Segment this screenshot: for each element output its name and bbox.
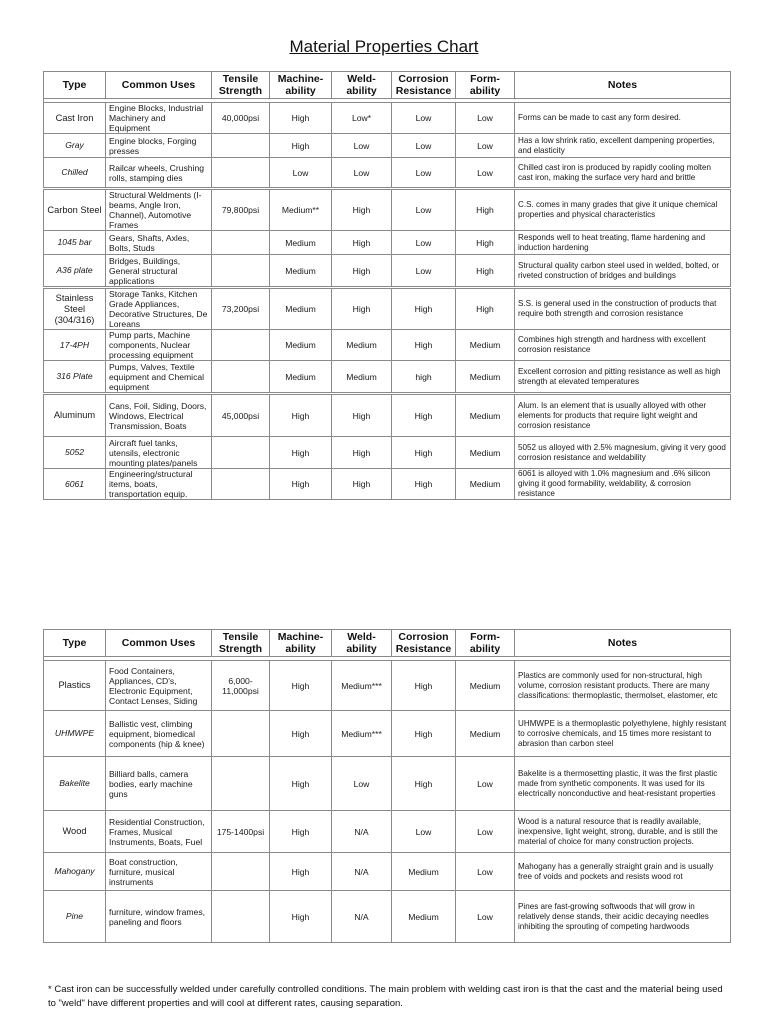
type-cell: Aluminum [44,394,106,437]
corrosion-resistance-cell: Low [392,231,456,255]
header-type: Type [44,72,106,99]
notes-cell: Alum. Is an element that is usually alloyed with other elements for products that require light weight and corrosion resistance [515,394,731,437]
machinability-cell: High [270,891,332,943]
corrosion-resistance-cell: High [392,711,456,757]
notes-cell: Chilled cast iron is produced by rapidly cooling molten cast iron, making the surface very hard and brittle [515,158,731,189]
type-cell: A36 plate [44,255,106,288]
weldability-cell: High [332,288,392,330]
table-row [44,437,731,469]
table-row [44,189,731,231]
table-row [44,158,731,189]
corrosion-resistance-cell: High [392,661,456,711]
common-uses-cell: Boat construction, furniture, musical instruments [106,853,212,891]
table-1-body [44,99,731,500]
properties-table-2 [43,629,731,943]
formability-cell: Low [456,134,515,158]
machinability-cell: High [270,469,332,500]
table-row [44,469,731,500]
weldability-cell: N/A [332,891,392,943]
tensile-strength-cell: 79,800psi [212,189,270,231]
type-cell: Cast Iron [44,103,106,134]
notes-cell: Structural quality carbon steel used in welded, bolted, or riveted construction of bridges and buildings [515,255,731,288]
machinability-cell: Medium [270,361,332,394]
header-weldability: Weld-ability [332,630,392,657]
type-cell: Chilled [44,158,106,189]
type-cell: UHMWPE [44,711,106,757]
table-row [44,361,731,394]
notes-cell: UHMWPE is a thermoplastic polyethylene, highly resistant to corrosive chemicals, and 15 times more resistant to abrasion than carbon steel [515,711,731,757]
machinability-cell: Medium** [270,189,332,231]
corrosion-resistance-cell: Low [392,811,456,853]
machinability-cell: High [270,811,332,853]
weldability-cell: Medium*** [332,711,392,757]
table-row [44,661,731,711]
tensile-strength-cell [212,255,270,288]
tensile-strength-cell [212,158,270,189]
formability-cell: Medium [456,711,515,757]
header-tensile-strength: Tensile Strength [212,630,270,657]
corrosion-resistance-cell: Low [392,255,456,288]
weldability-cell: N/A [332,811,392,853]
formability-cell: High [456,231,515,255]
weldability-cell: High [332,255,392,288]
tensile-strength-cell: 6,000-11,000psi [212,661,270,711]
type-cell: 17-4PH [44,330,106,361]
notes-cell: Plastics are commonly used for non-structural, high volume, corrosion resistant products. There are many classifications: thermoplastic, thermolset, elastomer, etc [515,661,731,711]
machinability-cell: Medium [270,330,332,361]
common-uses-cell: Gears, Shafts, Axles, Bolts, Studs [106,231,212,255]
notes-cell: Bakelite is a thermosetting plastic, it was the first plastic made from synthetic components. It was used for its electrically nonconductive and heat-resistant properties [515,757,731,811]
common-uses-cell: Railcar wheels, Crushing rolls, stamping dies [106,158,212,189]
header-corrosion-resistance: Corrosion Resistance [392,630,456,657]
formability-cell: Low [456,757,515,811]
table-row [44,891,731,943]
header-common-uses: Common Uses [106,630,212,657]
table-row [44,811,731,853]
header-corrosion-resistance: Corrosion Resistance [392,72,456,99]
tensile-strength-cell: 40,000psi [212,103,270,134]
common-uses-cell: Engineering/structural items, boats, transportation equip. [106,469,212,500]
table-row [44,853,731,891]
formability-cell: High [456,189,515,231]
formability-cell: Low [456,103,515,134]
type-cell: 6061 [44,469,106,500]
common-uses-cell: Pumps, Valves, Textile equipment and Chemical equipment [106,361,212,394]
common-uses-cell: Engine Blocks, Industrial Machinery and Equipment [106,103,212,134]
tensile-strength-cell: 175-1400psi [212,811,270,853]
header-notes: Notes [515,72,731,99]
formability-cell: High [456,255,515,288]
weldability-cell: Low [332,158,392,189]
weldability-cell: N/A [332,853,392,891]
corrosion-resistance-cell: Low [392,134,456,158]
notes-cell: Combines high strength and hardness with excellent corrosion resistance [515,330,731,361]
type-cell: Bakelite [44,757,106,811]
machinability-cell: High [270,757,332,811]
header-machinability: Machine-ability [270,72,332,99]
machinability-cell: High [270,853,332,891]
weldability-cell: High [332,394,392,437]
corrosion-resistance-cell: High [392,330,456,361]
corrosion-resistance-cell: High [392,469,456,500]
table-row [44,231,731,255]
weldability-cell: High [332,437,392,469]
type-cell: Stainless Steel (304/316) [44,288,106,330]
weldability-cell: High [332,469,392,500]
header-tensile-strength: Tensile Strength [212,72,270,99]
formability-cell: Medium [456,437,515,469]
notes-cell: Has a low shrink ratio, excellent dampening properties, and elasticity [515,134,731,158]
corrosion-resistance-cell: High [392,437,456,469]
header-type: Type [44,630,106,657]
machinability-cell: Low [270,158,332,189]
machinability-cell: High [270,711,332,757]
common-uses-cell: Cans, Foil, Siding, Doors, Windows, Electrical Transmission, Boats [106,394,212,437]
formability-cell: High [456,288,515,330]
corrosion-resistance-cell: Medium [392,891,456,943]
common-uses-cell: furniture, window frames, paneling and floors [106,891,212,943]
corrosion-resistance-cell: Low [392,103,456,134]
weldability-cell: High [332,231,392,255]
tensile-strength-cell [212,891,270,943]
formability-cell: Low [456,891,515,943]
common-uses-cell: Billiard balls, camera bodies, early machine guns [106,757,212,811]
machinability-cell: Medium [270,231,332,255]
formability-cell: Low [456,811,515,853]
weldability-cell: Medium [332,330,392,361]
page-title: Material Properties Chart [289,37,479,56]
notes-cell: C.S. comes in many grades that give it unique chemical properties and physical characteristics [515,189,731,231]
header-formability: Form-ability [456,630,515,657]
common-uses-cell: Bridges, Buildings, General structural applications [106,255,212,288]
tensile-strength-cell [212,469,270,500]
table-row [44,330,731,361]
tensile-strength-cell: 73,200psi [212,288,270,330]
common-uses-cell: Food Containers, Appliances, CD's, Electronic Equipment, Contact Lenses, Siding [106,661,212,711]
common-uses-cell: Pump parts, Machine components, Nuclear processing equipment [106,330,212,361]
header-notes: Notes [515,630,731,657]
machinability-cell: Medium [270,288,332,330]
tensile-strength-cell [212,853,270,891]
table-row [44,757,731,811]
type-cell: Carbon Steel [44,189,106,231]
corrosion-resistance-cell: High [392,757,456,811]
type-cell: Plastics [44,661,106,711]
formability-cell: Medium [456,330,515,361]
common-uses-cell: Ballistic vest, climbing equipment, biomedical components (hip & knee) [106,711,212,757]
weldability-cell: High [332,189,392,231]
weldability-cell: Low [332,757,392,811]
machinability-cell: Medium [270,255,332,288]
header-weldability: Weld-ability [332,72,392,99]
notes-cell: 6061 is alloyed with 1.0% magnesium and .6% silicon giving it good formability, weldability, & corrosion resistance [515,469,731,500]
type-cell: 5052 [44,437,106,469]
common-uses-cell: Residential Construction, Frames, Musical Instruments, Boats, Fuel [106,811,212,853]
tensile-strength-cell: 45,000psi [212,394,270,437]
type-cell: Mahogany [44,853,106,891]
table-row [44,255,731,288]
type-cell: 1045 bar [44,231,106,255]
common-uses-cell: Storage Tanks, Kitchen Grade Appliances, Decorative Structures, De Loreans [106,288,212,330]
machinability-cell: High [270,437,332,469]
machinability-cell: High [270,661,332,711]
notes-cell: 5052 us alloyed with 2.5% magnesium, giving it very good corrosion resistance and weldability [515,437,731,469]
table-row [44,711,731,757]
type-cell: 316 Plate [44,361,106,394]
tensile-strength-cell [212,711,270,757]
tensile-strength-cell [212,361,270,394]
formability-cell: Low [456,158,515,189]
header-machinability: Machine-ability [270,630,332,657]
corrosion-resistance-cell: High [392,288,456,330]
notes-cell: Excellent corrosion and pitting resistance as well as high strength at elevated temperatures [515,361,731,394]
formability-cell: Medium [456,361,515,394]
table-2-body [44,657,731,943]
notes-cell: Wood is a natural resource that is readily available, inexpensive, light weight, strong, durable, and is still the material of choice for many construction projects. [515,811,731,853]
common-uses-cell: Aircraft fuel tanks, utensils, electronic mounting plates/panels [106,437,212,469]
machinability-cell: High [270,134,332,158]
formability-cell: Medium [456,661,515,711]
formability-cell: Medium [456,469,515,500]
properties-table-1 [43,71,731,500]
tensile-strength-cell [212,757,270,811]
table-row [44,288,731,330]
header-common-uses: Common Uses [106,72,212,99]
notes-cell: Responds well to heat treating, flame hardening and induction hardening [515,231,731,255]
notes-cell: Mahogany has a generally straight grain and is usually free of voids and pockets and resists wood rot [515,853,731,891]
common-uses-cell: Engine blocks, Forging presses [106,134,212,158]
notes-cell: S.S. is general used in the construction of products that require both strength and corrosion resistance [515,288,731,330]
machinability-cell: High [270,394,332,437]
header-formability: Form-ability [456,72,515,99]
corrosion-resistance-cell: high [392,361,456,394]
table-row [44,394,731,437]
weldability-cell: Medium [332,361,392,394]
corrosion-resistance-cell: Medium [392,853,456,891]
formability-cell: Low [456,853,515,891]
notes-cell: Forms can be made to cast any form desired. [515,103,731,134]
weldability-cell: Low* [332,103,392,134]
common-uses-cell: Structural Weldments (I-beams, Angle Iron, Channel), Automotive Frames [106,189,212,231]
corrosion-resistance-cell: Low [392,189,456,231]
tensile-strength-cell [212,231,270,255]
weldability-cell: Low [332,134,392,158]
footnote: * Cast iron can be successfully welded under carefully controlled conditions. The main problem with welding cast iron is that the cast and the material being used to "weld" have different properties and will cool at different rates, causing separation. [48,984,723,1009]
notes-cell: Pines are fast-growing softwoods that will grow in relatively dense stands, their acidic decaying needles inhibiting the sprouting of competing hardwoods [515,891,731,943]
tensile-strength-cell [212,437,270,469]
machinability-cell: High [270,103,332,134]
tensile-strength-cell [212,330,270,361]
corrosion-resistance-cell: High [392,394,456,437]
tensile-strength-cell [212,134,270,158]
corrosion-resistance-cell: Low [392,158,456,189]
type-cell: Wood [44,811,106,853]
type-cell: Pine [44,891,106,943]
formability-cell: Medium [456,394,515,437]
table-row [44,103,731,134]
table-row [44,134,731,158]
weldability-cell: Medium*** [332,661,392,711]
type-cell: Gray [44,134,106,158]
